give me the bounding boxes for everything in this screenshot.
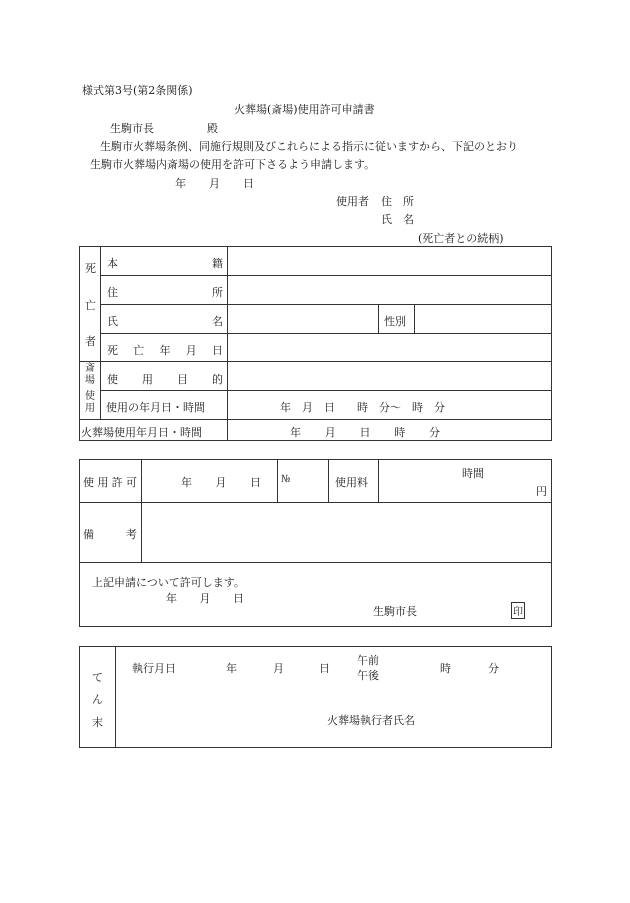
hours-label: 時間 xyxy=(462,467,484,480)
seal-mark: 印 xyxy=(511,602,525,619)
applicant-name-label: 氏 名 xyxy=(381,213,414,226)
exec-date-label: 執行月日 xyxy=(132,662,176,675)
sex-label: 性別 xyxy=(384,315,406,328)
exec-hour-label: 時 xyxy=(440,662,451,675)
crem-datetime-value: 年 月 日 時 分 xyxy=(290,426,440,439)
exec-date-year: 年 xyxy=(226,662,237,675)
form-number: 様式第3号(第2条関係) xyxy=(82,84,193,97)
fee-label: 使用料 xyxy=(335,476,368,489)
exec-side-char-2: ん xyxy=(92,693,103,706)
exec-date-month: 月 xyxy=(273,662,284,675)
approval-date: 年 月 日 xyxy=(166,592,244,605)
form-title: 火葬場(斎場)使用許可申請書 xyxy=(234,103,375,116)
deceased-side-char-3: 者 xyxy=(85,335,96,348)
approval-text: 上記申請について許可します。 xyxy=(92,576,245,589)
yen-label: 円 xyxy=(536,485,547,498)
date-day: 日 xyxy=(243,177,254,190)
applicant-label: 使用者 xyxy=(336,195,369,208)
exec-side-char-3: 末 xyxy=(92,716,103,729)
body-text-line1: 生駒市火葬場条例、同施行規則及びこれらによる指示に従いますから、下記のとおり xyxy=(100,140,518,153)
deceased-side-char-1: 死 xyxy=(85,262,96,275)
exec-date-day: 日 xyxy=(319,662,330,675)
crem-datetime-label: 火葬場使用年月日・時間 xyxy=(81,426,202,439)
death-date-label: 死 亡 年 月 日 xyxy=(107,344,223,357)
deceased-address-label: 住 所 xyxy=(107,286,223,299)
deceased-side-char-2: 亡 xyxy=(85,299,96,312)
honorific: 殿 xyxy=(207,122,218,135)
am-label: 午前 xyxy=(357,654,379,667)
permit-number-label: № xyxy=(281,474,291,485)
purpose-label: 使 用 目 的 xyxy=(107,373,223,386)
hall-side-label-bottom: 使用 xyxy=(85,391,95,414)
date-month: 月 xyxy=(209,177,220,190)
applicant-address-label: 住 所 xyxy=(381,195,414,208)
executor-name-label: 火葬場執行者氏名 xyxy=(327,714,415,727)
remarks-label: 備 考 xyxy=(83,528,137,541)
honseki-label: 本 籍 xyxy=(107,257,223,270)
body-text-line2: 生駒市火葬場内斎場の使用を許可下さるよう申請します。 xyxy=(90,158,376,171)
relation-label: (死亡者との続柄) xyxy=(418,232,504,245)
permit-date: 年 月 日 xyxy=(181,476,261,489)
use-datetime-value: 年 月 日 時 分〜 時 分 xyxy=(280,401,445,414)
exec-side-char-1: て xyxy=(92,671,103,684)
exec-minute-label: 分 xyxy=(488,662,499,675)
use-datetime-label: 使用の年月日・時間 xyxy=(106,401,205,414)
mayor-label: 生駒市長 xyxy=(373,605,417,618)
hall-side-label-top: 斎場 xyxy=(85,363,95,386)
pm-label: 午後 xyxy=(357,669,379,682)
addressee: 生駒市長 xyxy=(110,122,154,135)
deceased-name-label: 氏 名 xyxy=(107,315,223,328)
permit-label: 使 用 許 可 xyxy=(83,476,137,489)
date-year: 年 xyxy=(175,177,186,190)
